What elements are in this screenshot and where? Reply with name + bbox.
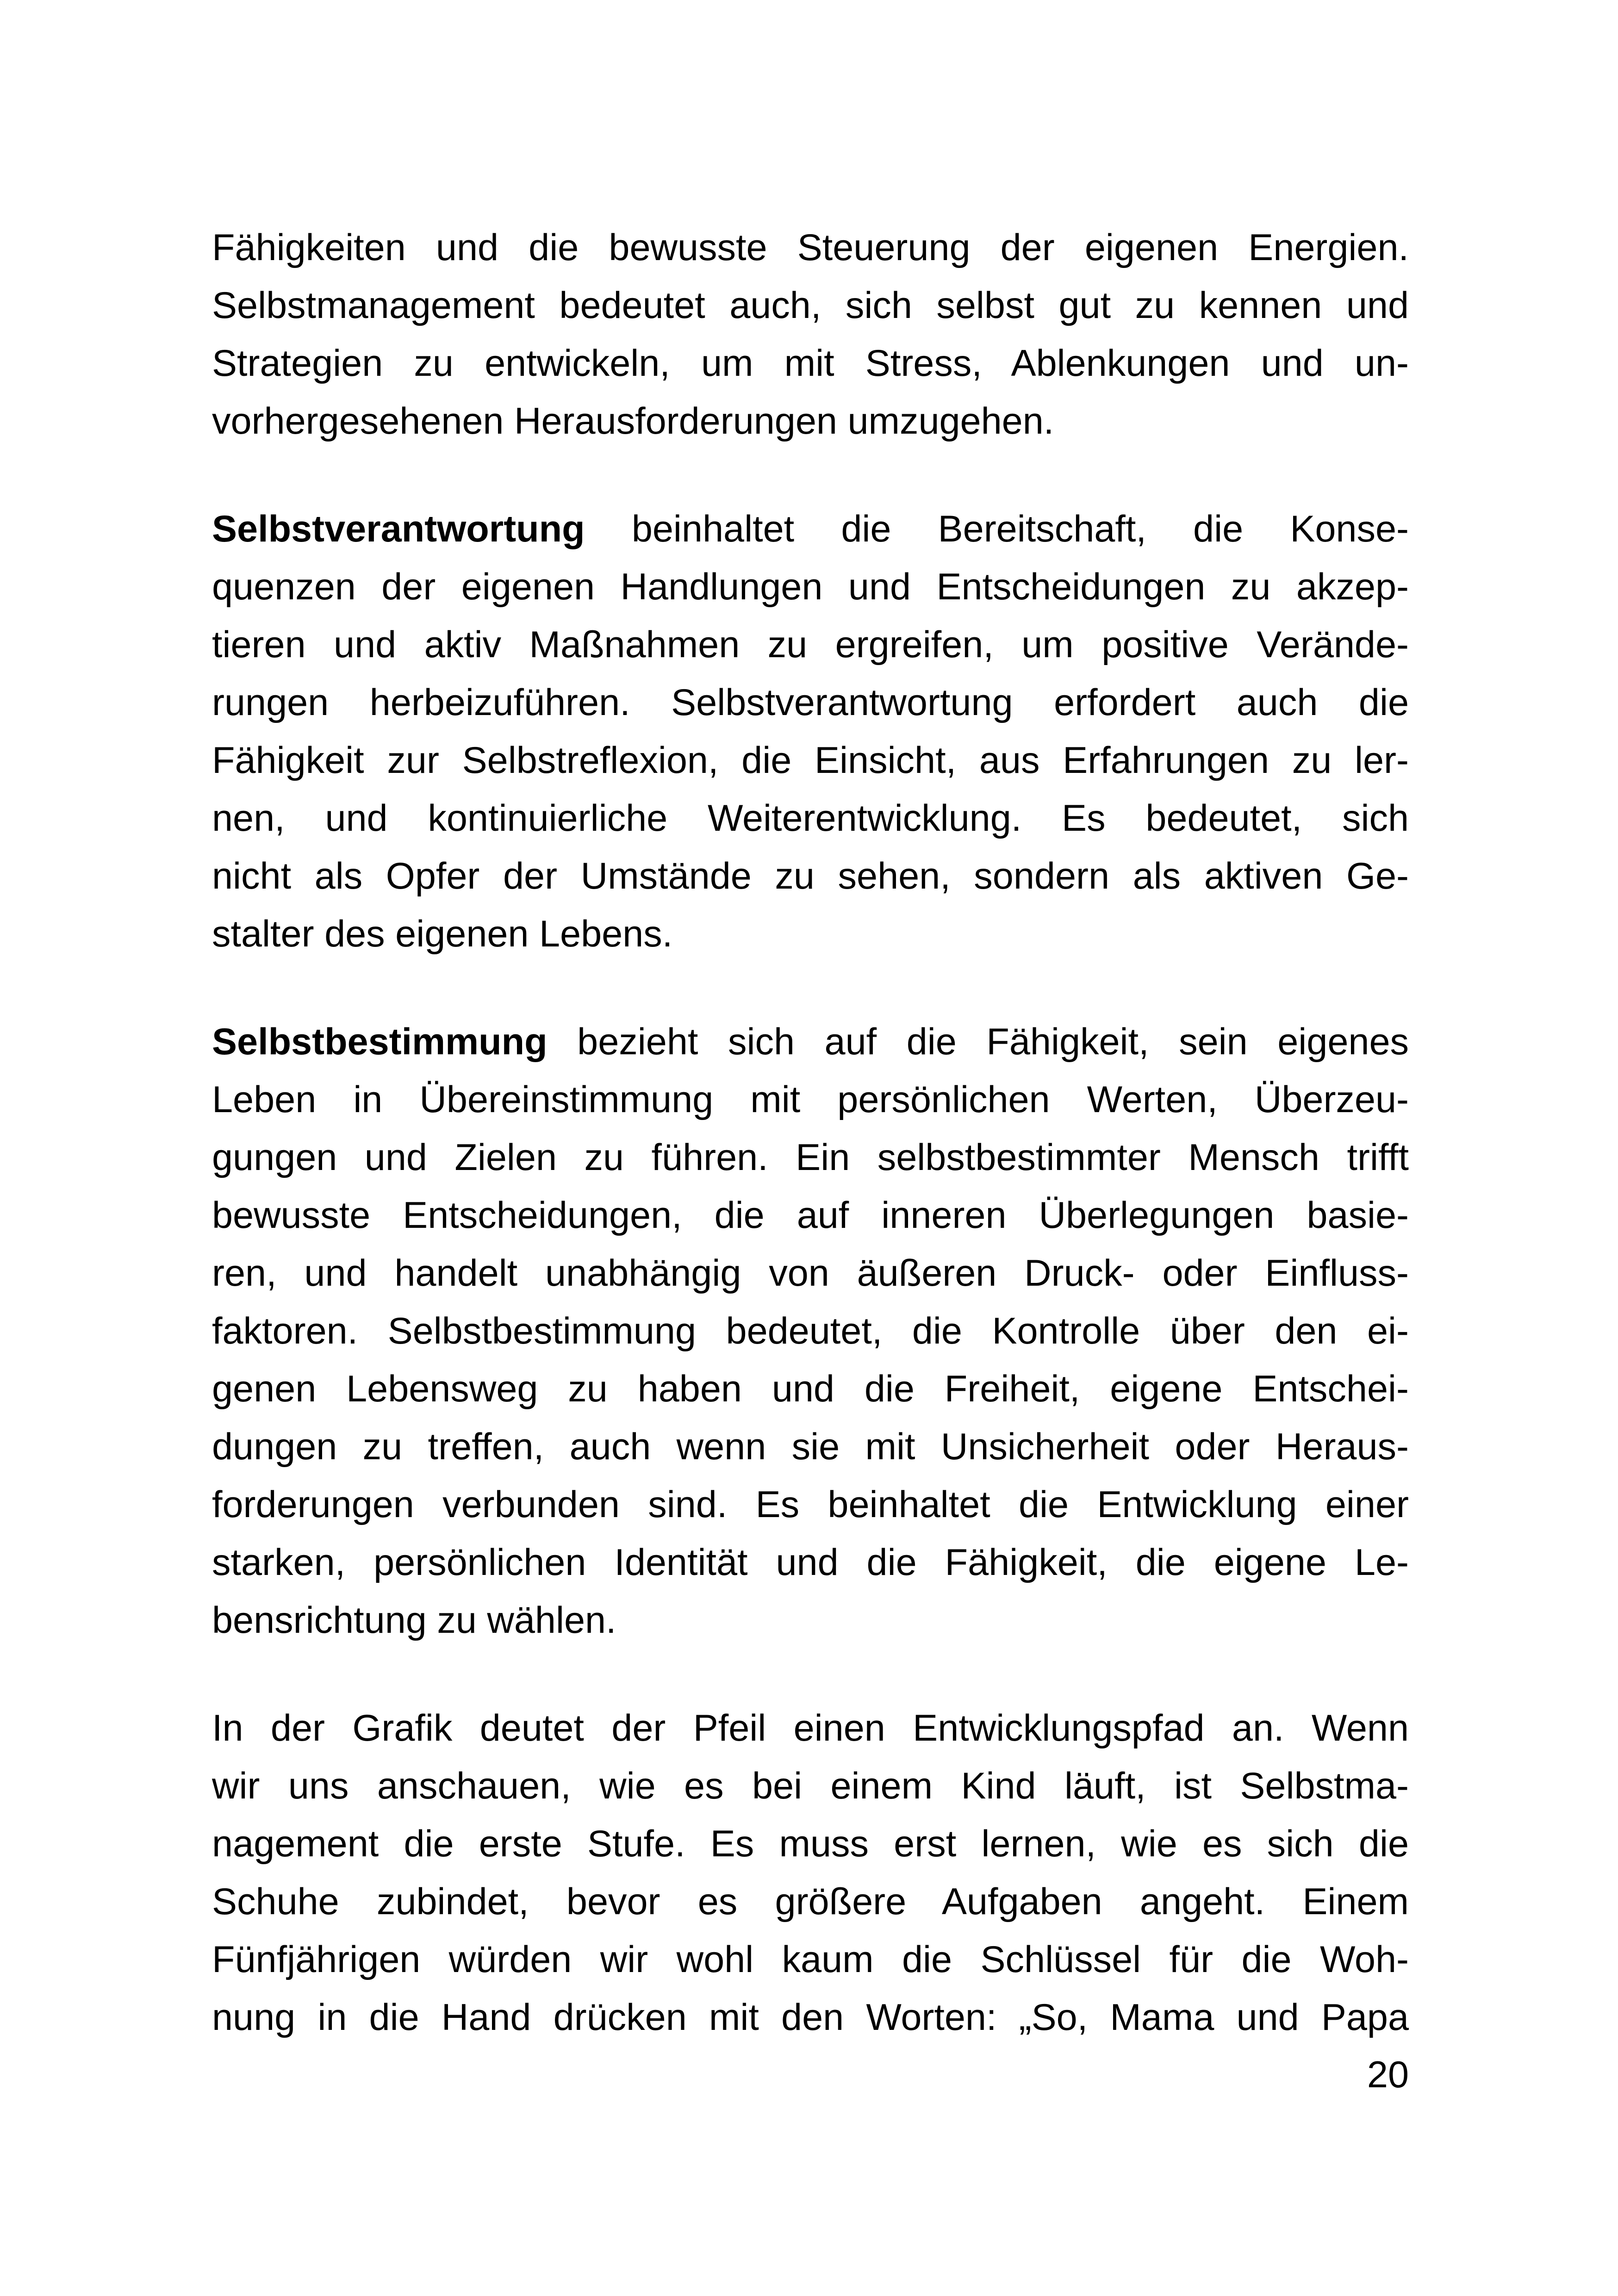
- text-line: bewusste Entscheidungen, die auf inneren Überlegungen basie-: [212, 1195, 1409, 1236]
- text-line: [212, 500, 1409, 558]
- text-line: Selbstmanagement bedeutet auch, sich selbst gut zu kennen und: [212, 285, 1409, 326]
- page-number: 20: [1367, 2054, 1409, 2096]
- paragraph-3: [212, 1013, 1409, 1649]
- text-line: In der Grafik deutet der Pfeil einen Entwicklungspfad an. Wenn: [212, 1707, 1409, 1749]
- text-line: quenzen der eigenen Handlungen und Entscheidungen zu akzep-: [212, 566, 1409, 608]
- text-line: Fünfjährigen würden wir wohl kaum die Schlüssel für die Woh-: [212, 1939, 1409, 1980]
- text-line: gungen und Zielen zu führen. Ein selbstbestimmter Mensch trifft: [212, 1137, 1409, 1178]
- paragraph-1: [212, 219, 1409, 450]
- text-line: Leben in Übereinstimmung mit persönlichen Werten, Überzeu-: [212, 1079, 1409, 1120]
- text-line: dungen zu treffen, auch wenn sie mit Unsicherheit oder Heraus-: [212, 1426, 1409, 1468]
- text-line: genen Lebensweg zu haben und die Freiheit, eigene Entschei-: [212, 1368, 1409, 1410]
- bold-term-selbstverantwortung: Selbstverantwortung: [212, 508, 585, 550]
- text-line: tieren und aktiv Maßnahmen zu ergreifen, um positive Verände-: [212, 624, 1409, 666]
- text-line: Strategien zu entwickeln, um mit Stress, Ablenkungen und un-: [212, 342, 1409, 384]
- text-line-rest: beinhaltet die Bereitschaft, die Konse-: [585, 508, 1409, 550]
- text-line: nung in die Hand drücken mit den Worten: „So, Mama und Papa: [212, 1997, 1409, 2038]
- text-line: Fähigkeit zur Selbstreflexion, die Einsicht, aus Erfahrungen zu ler-: [212, 740, 1409, 781]
- text-line: Schuhe zubindet, bevor es größere Aufgaben angeht. Einem: [212, 1881, 1409, 1923]
- text-line: forderungen verbunden sind. Es beinhaltet die Entwicklung einer: [212, 1484, 1409, 1525]
- text-line-rest: bezieht sich auf die Fähigkeit, sein eigenes: [547, 1021, 1409, 1063]
- text-line: nagement die erste Stufe. Es muss erst lernen, wie es sich die: [212, 1823, 1409, 1865]
- text-line: ren, und handelt unabhängig von äußeren Druck- oder Einfluss-: [212, 1252, 1409, 1294]
- text-line: nicht als Opfer der Umstände zu sehen, sondern als aktiven Ge-: [212, 855, 1409, 897]
- text-line: Fähigkeiten und die bewusste Steuerung der eigenen Energien.: [212, 227, 1409, 268]
- text-block: [212, 219, 1409, 2047]
- text-line: wir uns anschauen, wie es bei einem Kind läuft, ist Selbstma-: [212, 1765, 1409, 1807]
- text-line: rungen herbeizuführen. Selbstverantwortung erfordert auch die: [212, 682, 1409, 723]
- bold-term-selbstbestimmung: Selbstbestimmung: [212, 1021, 548, 1063]
- text-line: vorhergesehenen Herausforderungen umzugehen.: [212, 400, 1054, 442]
- text-line: starken, persönlichen Identität und die Fähigkeit, die eigene Le-: [212, 1542, 1409, 1583]
- paragraph-2: [212, 500, 1409, 963]
- text-line: bensrichtung zu wählen.: [212, 1599, 616, 1641]
- text-line: nen, und kontinuierliche Weiterentwicklung. Es bedeutet, sich: [212, 797, 1409, 839]
- text-line: [212, 1013, 1409, 1071]
- text-line: faktoren. Selbstbestimmung bedeutet, die Kontrolle über den ei-: [212, 1310, 1409, 1352]
- text-line: stalter des eigenen Lebens.: [212, 913, 673, 955]
- paragraph-4: [212, 1699, 1409, 2047]
